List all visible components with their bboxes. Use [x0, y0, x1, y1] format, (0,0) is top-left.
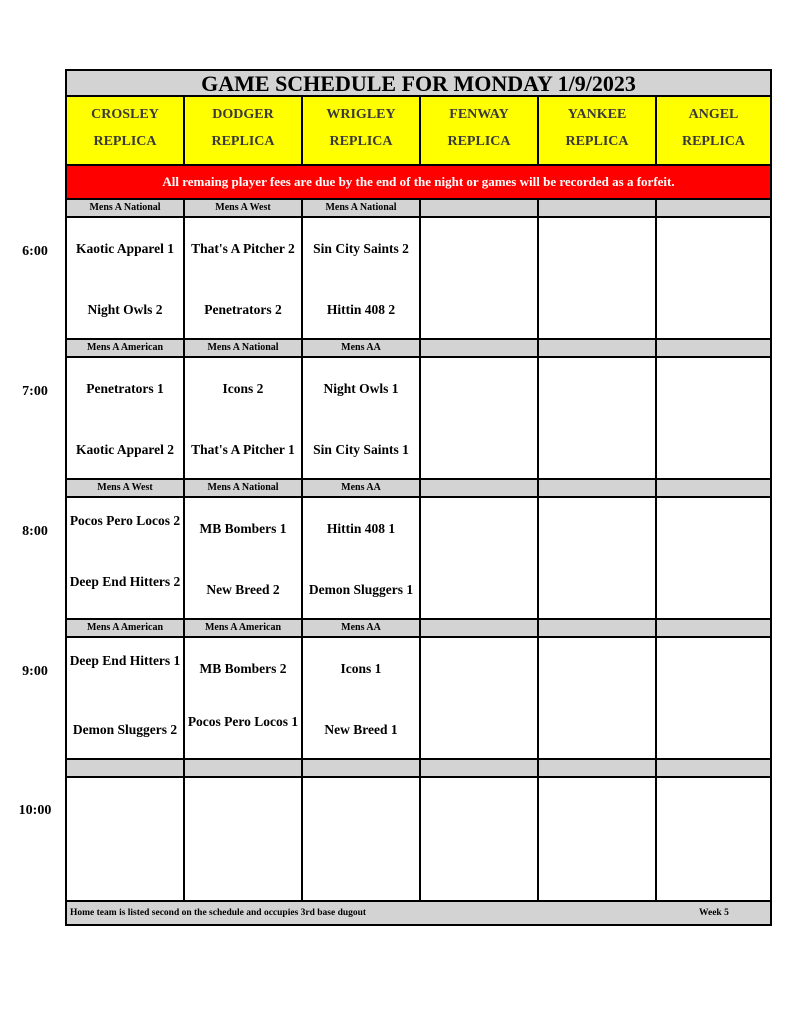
game-cell [539, 358, 657, 478]
division-label [539, 620, 657, 636]
division-row [67, 200, 770, 218]
division-row [67, 620, 770, 638]
game-cell [303, 498, 421, 618]
home-team: New Breed 1 [324, 722, 398, 737]
division-row [67, 760, 770, 778]
away-team: Hittin 408 1 [326, 521, 396, 536]
division-label [539, 200, 657, 216]
footer-bar [67, 902, 770, 924]
field-name: WRIGLEY [326, 107, 396, 122]
field-name: FENWAY [449, 107, 509, 122]
field-header-yankee [539, 97, 657, 164]
game-cell [185, 218, 303, 338]
away-team: Sin City Saints 2 [313, 241, 409, 256]
away-team: Icons 2 [222, 381, 264, 396]
game-cell [421, 778, 539, 900]
footer-note: Home team is listed second on the schedule and occupies 3rd base dugout [70, 908, 367, 918]
field-name: CROSLEY [91, 107, 159, 122]
game-cell [421, 358, 539, 478]
week-label: Week 5 [699, 908, 729, 918]
home-team: Demon Sluggers 2 [72, 722, 178, 737]
home-team: Kaotic Apparel 2 [75, 442, 174, 457]
time-slot [67, 200, 770, 340]
division-label [421, 760, 539, 776]
game-cell [657, 638, 770, 758]
time-label: 8:00 [22, 524, 48, 539]
division-label [421, 620, 539, 636]
home-team: New Breed 2 [206, 582, 280, 597]
division-label [657, 480, 770, 496]
time-label: 9:00 [22, 664, 48, 679]
away-team: Pocos Pero Locos 2 [69, 513, 181, 528]
game-cell [67, 218, 185, 338]
time-slot [67, 760, 770, 902]
games-row [67, 218, 770, 340]
division-label: Mens A American [67, 340, 185, 356]
field-name: DODGER [212, 107, 274, 122]
division-label: Mens A West [67, 480, 185, 496]
game-cell [657, 498, 770, 618]
division-label [657, 340, 770, 356]
home-team: Penetrators 2 [204, 302, 282, 317]
field-header-wrigley [303, 97, 421, 164]
game-cell [657, 778, 770, 900]
division-label [539, 340, 657, 356]
division-label [67, 760, 185, 776]
game-cell [657, 358, 770, 478]
games-row [67, 638, 770, 760]
field-sub: REPLICA [681, 134, 745, 149]
time-slot [67, 620, 770, 760]
games-row [67, 498, 770, 620]
schedule-title: GAME SCHEDULE FOR MONDAY 1/9/2023 [67, 71, 770, 97]
division-label [539, 760, 657, 776]
game-cell [539, 638, 657, 758]
field-header-row [67, 97, 770, 166]
game-cell [421, 498, 539, 618]
home-team: Demon Sluggers 1 [308, 582, 414, 597]
game-cell [539, 218, 657, 338]
game-cell [303, 638, 421, 758]
field-sub: REPLICA [211, 134, 275, 149]
home-team: Sin City Saints 1 [313, 442, 409, 457]
field-header-angel [657, 97, 770, 164]
game-cell [185, 638, 303, 758]
game-cell [67, 498, 185, 618]
games-row [67, 778, 770, 902]
division-label: Mens A American [185, 620, 303, 636]
division-label [421, 340, 539, 356]
field-sub: REPLICA [447, 134, 511, 149]
home-team: Pocos Pero Locos 1 [187, 714, 299, 729]
home-team: Night Owls 2 [87, 302, 163, 317]
game-cell [185, 358, 303, 478]
time-label: 7:00 [22, 384, 48, 399]
fee-notice-banner: All remaing player fees are due by the end of the night or games will be recorded as a forfeit. [67, 166, 770, 200]
game-cell [185, 778, 303, 900]
away-team: Icons 1 [340, 661, 382, 676]
game-cell [539, 498, 657, 618]
field-header-dodger [185, 97, 303, 164]
division-label: Mens AA [303, 340, 421, 356]
game-cell [67, 638, 185, 758]
game-cell [657, 218, 770, 338]
games-row [67, 358, 770, 480]
away-team: Kaotic Apparel 1 [75, 241, 174, 256]
home-team: Hittin 408 2 [326, 302, 396, 317]
division-label [539, 480, 657, 496]
division-label [421, 200, 539, 216]
field-name: YANKEE [567, 107, 627, 122]
game-cell [303, 778, 421, 900]
time-label: 10:00 [18, 803, 52, 818]
division-label: Mens A National [185, 340, 303, 356]
game-cell [303, 358, 421, 478]
division-label: Mens AA [303, 620, 421, 636]
field-sub: REPLICA [93, 134, 157, 149]
away-team: Penetrators 1 [86, 381, 164, 396]
game-cell [67, 778, 185, 900]
division-label: Mens A West [185, 200, 303, 216]
away-team: MB Bombers 2 [199, 661, 287, 676]
time-slot [67, 480, 770, 620]
away-team: MB Bombers 1 [199, 521, 287, 536]
division-label [421, 480, 539, 496]
time-slot [67, 340, 770, 480]
division-label: Mens A American [67, 620, 185, 636]
division-label [303, 760, 421, 776]
game-cell [421, 218, 539, 338]
division-label: Mens AA [303, 480, 421, 496]
away-team: Deep End Hitters 1 [69, 653, 181, 668]
division-label [185, 760, 303, 776]
schedule-sheet [65, 69, 772, 926]
field-header-fenway [421, 97, 539, 164]
division-label [657, 760, 770, 776]
division-row [67, 340, 770, 358]
game-cell [185, 498, 303, 618]
away-team: Night Owls 1 [323, 381, 399, 396]
field-header-crosley [67, 97, 185, 164]
division-label: Mens A National [303, 200, 421, 216]
division-label [657, 620, 770, 636]
game-cell [303, 218, 421, 338]
home-team: Deep End Hitters 2 [69, 574, 181, 589]
division-row [67, 480, 770, 498]
division-label: Mens A National [67, 200, 185, 216]
field-sub: REPLICA [329, 134, 393, 149]
division-label [657, 200, 770, 216]
field-name: ANGEL [688, 107, 739, 122]
game-cell [67, 358, 185, 478]
game-cell [539, 778, 657, 900]
division-label: Mens A National [185, 480, 303, 496]
home-team: That's A Pitcher 1 [191, 442, 295, 457]
game-cell [421, 638, 539, 758]
time-label: 6:00 [22, 244, 48, 259]
field-sub: REPLICA [565, 134, 629, 149]
away-team: That's A Pitcher 2 [191, 241, 295, 256]
